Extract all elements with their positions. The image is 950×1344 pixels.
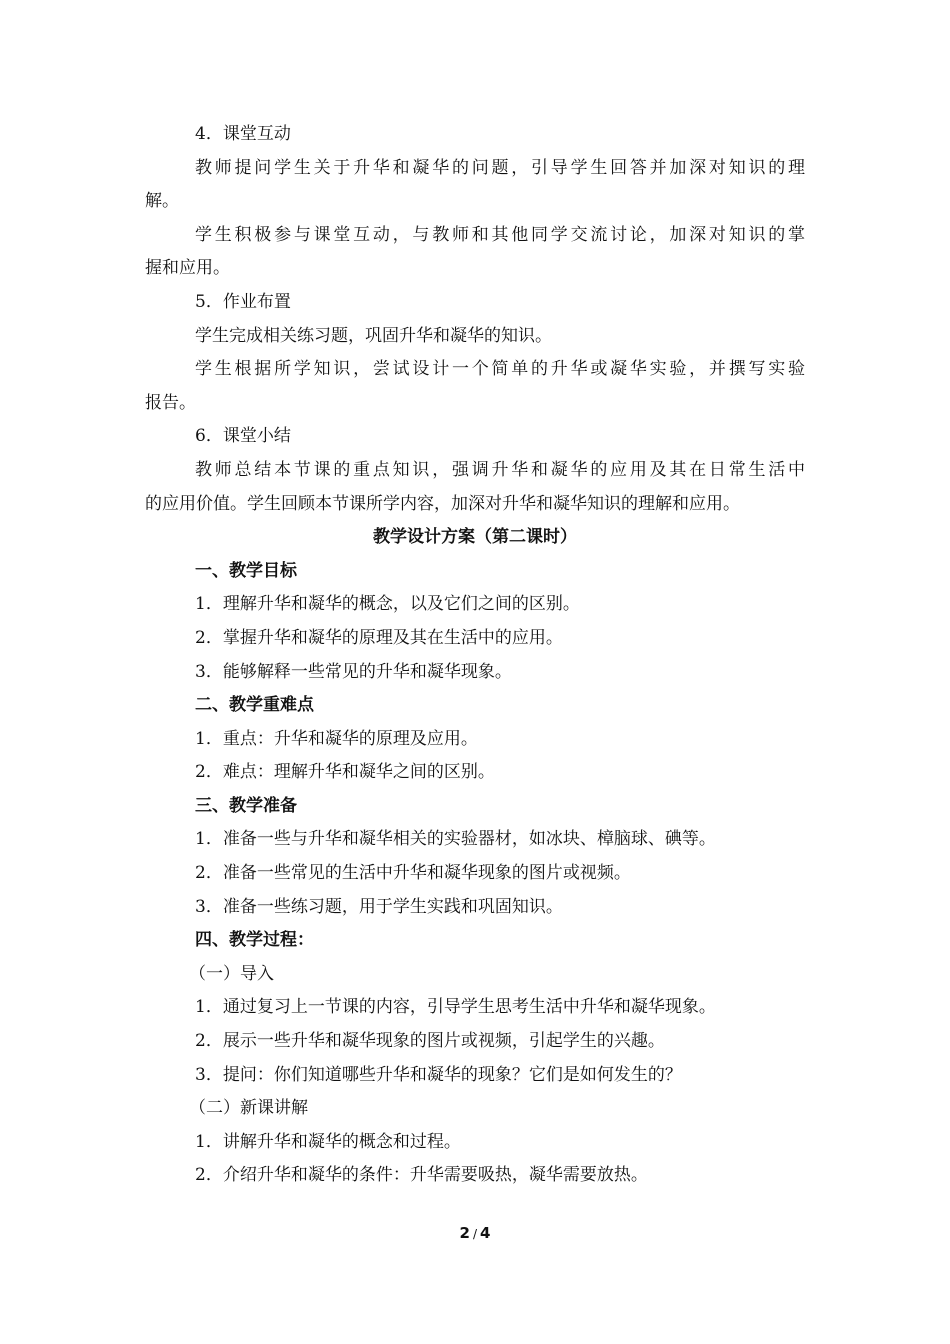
subsection-heading: （二）新课讲解 [189, 1098, 308, 1119]
list-item: 1．准备一些与升华和凝华相关的实验器材，如冰块、樟脑球、碘等。 [195, 829, 716, 850]
list-item: 2．准备一些常见的生活中升华和凝华现象的图片或视频。 [195, 863, 631, 884]
document-body [145, 118, 805, 1193]
section-heading: 5．作业布置 [195, 291, 291, 312]
section-heading: 4．课堂互动 [195, 124, 291, 144]
total-pages: 4 [480, 1224, 491, 1242]
paragraph-line: 报告。 [145, 392, 196, 413]
paragraph-line: 学生完成相关练习题，巩固升华和凝华的知识。 [195, 325, 552, 346]
paragraph-line: 的应用价值。学生回顾本节课所学内容，加深对升华和凝华知识的理解和应用。 [145, 493, 740, 514]
paragraph-line: 握和应用。 [145, 258, 230, 279]
list-item: 3．能够解释一些常见的升华和凝华现象。 [195, 661, 512, 682]
section-heading: 二、教学重难点 [195, 695, 314, 716]
section-heading: 四、教学过程： [195, 930, 314, 951]
list-item: 2．介绍升华和凝华的条件：升华需要吸热，凝华需要放热。 [195, 1165, 648, 1186]
page-number [0, 1224, 950, 1242]
paragraph-line: 教师总结本节课的重点知识，强调升华和凝华的应用及其在日常生活中 [195, 459, 805, 480]
subsection-heading: （一）导入 [189, 963, 274, 984]
list-item: 3．准备一些练习题，用于学生实践和巩固知识。 [195, 896, 563, 917]
paragraph-line: 教师提问学生关于升华和凝华的问题，引导学生回答并加深对知识的理 [195, 157, 805, 178]
list-item: 1．理解升华和凝华的概念，以及它们之间的区别。 [195, 594, 580, 615]
paragraph-line: 解。 [145, 191, 179, 212]
section-heading: 6．课堂小结 [195, 426, 291, 447]
list-item: 2．展示一些升华和凝华现象的图片或视频，引起学生的兴趣。 [195, 1031, 665, 1052]
section-heading: 三、教学准备 [195, 795, 297, 816]
page-separator: / [472, 1227, 478, 1241]
list-item: 3．提问：你们知道哪些升华和凝华的现象？它们是如何发生的？ [195, 1064, 682, 1085]
list-item: 1．重点：升华和凝华的原理及应用。 [195, 728, 478, 749]
section-heading: 一、教学目标 [195, 560, 297, 581]
current-page: 2 [459, 1224, 470, 1242]
list-item: 1．讲解升华和凝华的概念和过程。 [195, 1131, 461, 1152]
list-item: 2．难点：理解升华和凝华之间的区别。 [195, 762, 495, 783]
paragraph-line: 学生根据所学知识，尝试设计一个简单的升华或凝华实验，并撰写实验 [195, 359, 805, 380]
document-title: 教学设计方案（第二课时） [373, 527, 577, 548]
list-item: 2．掌握升华和凝华的原理及其在生活中的应用。 [195, 627, 563, 648]
paragraph-line: 学生积极参与课堂互动，与教师和其他同学交流讨论，加深对知识的掌 [195, 224, 805, 245]
list-item: 1．通过复习上一节课的内容，引导学生思考生活中升华和凝华现象。 [195, 997, 716, 1018]
